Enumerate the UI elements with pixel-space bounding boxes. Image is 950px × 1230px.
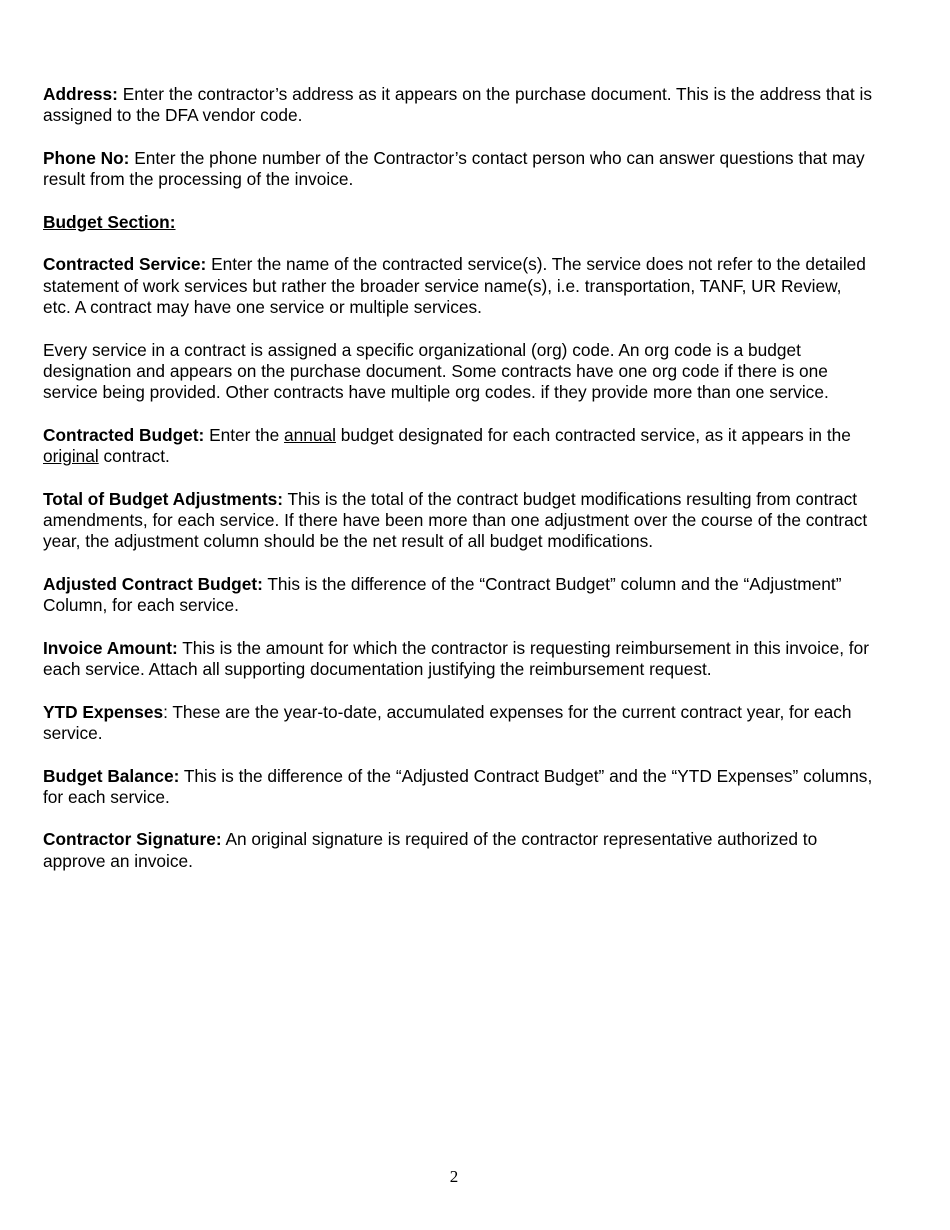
contracted-budget-text-1: Enter the: [204, 424, 285, 445]
address-text: Enter the contractor’s address as it appears on the purchase document. This is the address that is assigned to the DFA vendor code.: [43, 84, 872, 126]
invoice-amount-label: Invoice Amount:: [43, 637, 178, 658]
total-adjustments-paragraph: [43, 489, 873, 553]
total-adjustments-label: Total of Budget Adjustments:: [43, 488, 283, 509]
original-underlined: original: [43, 446, 99, 467]
adjusted-budget-label: Adjusted Contract Budget:: [43, 573, 263, 594]
adjusted-budget-paragraph: [43, 574, 873, 617]
contracted-service-text: Enter the name of the contracted service(s). The service does not refer to the detailed statement of work services but rather the broader service name(s), i.e. transportation, TANF, UR Review, etc. A contract may have one service or multiple services.: [43, 254, 866, 317]
contracted-service-paragraph: [43, 254, 873, 318]
budget-section-heading: Budget Section:: [43, 211, 176, 232]
contracted-budget-label: Contracted Budget:: [43, 424, 205, 445]
budget-balance-text: This is the difference of the “Adjusted Contract Budget” and the “YTD Expenses” columns, for each service.: [43, 765, 873, 807]
org-code-paragraph: Every service in a contract is assigned a specific organizational (org) code. An org code is a budget designation and appears on the purchase document. Some contracts have one org code if there is one service being provided. Other contracts have multiple org codes. if they provide more than one service.: [43, 339, 829, 403]
document-body: [43, 84, 873, 893]
ytd-expenses-text: : These are the year-to-date, accumulated expenses for the current contract year, for each service.: [43, 701, 852, 743]
address-label: Address:: [43, 84, 118, 104]
invoice-amount-paragraph: [43, 638, 873, 681]
page-number: 2: [449, 1167, 459, 1186]
ytd-expenses-paragraph: [43, 702, 873, 745]
phone-paragraph: [43, 148, 873, 191]
budget-balance-paragraph: [43, 766, 873, 809]
contractor-signature-label: Contractor Signature:: [43, 829, 222, 850]
phone-label: Phone No:: [43, 147, 130, 168]
adjusted-budget-text: This is the difference of the “Contract Budget” column and the “Adjustment” Column, for each service.: [43, 573, 842, 616]
contractor-signature-paragraph: [43, 829, 873, 872]
contracted-service-label: Contracted Service:: [43, 254, 207, 275]
contracted-budget-text-2: budget designated for each contracted service, as it appears in the: [335, 424, 851, 445]
annual-underlined: annual: [284, 424, 336, 445]
contractor-signature-text: An original signature is required of the contractor representative authorized to approve an invoice.: [43, 829, 818, 871]
phone-text: Enter the phone number of the Contractor’s contact person who can answer questions that may result from the processing of the invoice.: [43, 147, 865, 190]
total-adjustments-text: This is the total of the contract budget modifications resulting from contract amendments, for each service. If there have been more than one adjustment over the course of the contract year, the adjustment column should be the net result of all budget modifications.: [43, 488, 868, 552]
contracted-budget-text-3: contract.: [98, 446, 170, 467]
invoice-amount-text: This is the amount for which the contractor is requesting reimbursement in this invoice, for each service. Attach all supporting documentation justifying the reimbursement request.: [43, 637, 869, 680]
budget-balance-label: Budget Balance:: [43, 765, 180, 786]
ytd-expenses-label: YTD Expenses: [43, 701, 164, 722]
contracted-budget-paragraph: [43, 425, 873, 468]
address-paragraph: [43, 84, 873, 127]
